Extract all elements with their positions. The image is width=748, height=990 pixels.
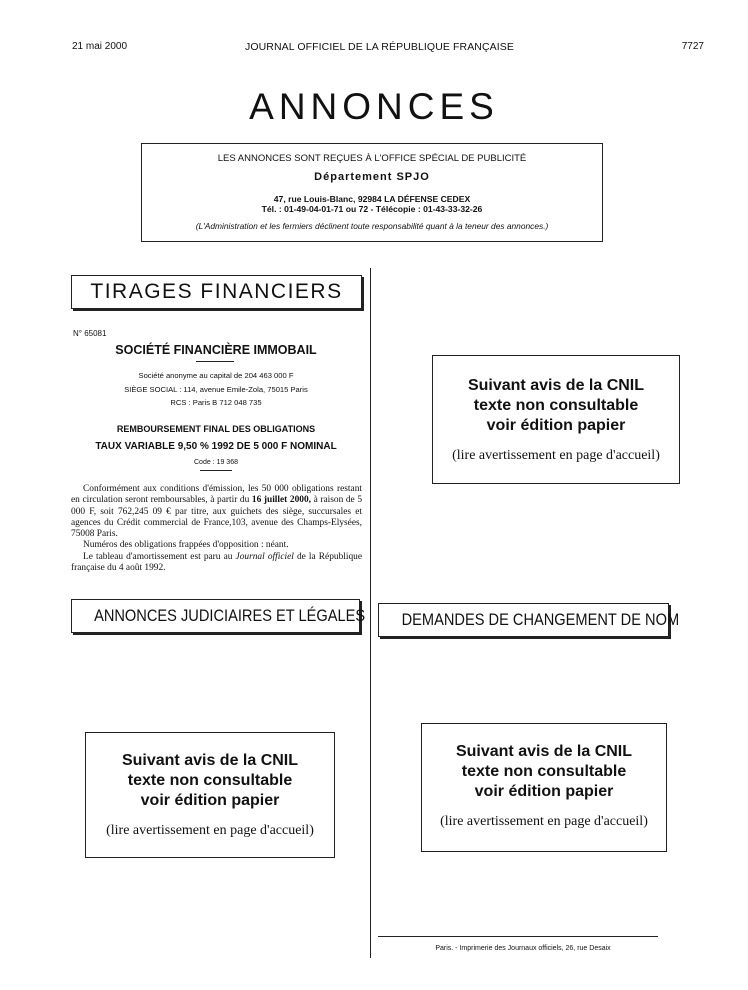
cnil-note: (lire avertissement en page d'accueil) (440, 814, 648, 829)
cnil-notice-box (85, 732, 335, 858)
section-heading-label: TIRAGES FINANCIERS (90, 280, 343, 303)
cnil-line: texte non consultable (127, 772, 293, 789)
notice-paragraph: Numéros des obligations frappées d'opposition : néant. (83, 540, 289, 551)
cnil-line: voir édition papier (140, 792, 280, 809)
cnil-line: Suivant avis de la CNIL (467, 377, 645, 394)
department-phone: Tél. : 01-49-04-01-71 ou 72 - Télécopie : 01-43-33-32-26 (261, 204, 483, 214)
notice-number: N° 65081 (73, 329, 107, 338)
company-rcs: RCS : Paris B 712 048 735 (170, 398, 262, 407)
notice-paragraph: Le tableau d'amortissement est paru au Journal officiel de la République française du 4 août 1992. (71, 551, 363, 574)
cnil-line: voir édition papier (474, 783, 614, 800)
header-page-number: 7727 (681, 41, 704, 52)
notice-code: Code : 19 368 (194, 459, 238, 466)
cnil-line: texte non consultable (461, 763, 627, 780)
section-heading-tirages (71, 275, 362, 309)
notice-body (71, 484, 362, 574)
header-date: 21 mai 2000 (72, 41, 128, 52)
header-journal-title: JOURNAL OFFICIEL DE LA RÉPUBLIQUE FRANÇAISE (245, 41, 514, 53)
department-address: 47, rue Louis-Blanc, 92984 LA DÉFENSE CEDEX (273, 194, 471, 204)
journal-reference: Journal officiel (235, 551, 294, 562)
divider (200, 470, 232, 471)
section-heading-label: ANNONCES JUDICIAIRES ET LÉGALES (94, 606, 366, 625)
notice-paragraph: Conformément aux conditions d'émission, les 50 000 obligations restant en circulation seront remboursables, à partir du 16 juillet 2000, à raison de 5 000 F, soit 762,245 09 € par titre, aux guichets des siège, succursales et agences du Crédit commercial de France,103, avenue des Champs-Elysées, 75008 Paris. (71, 484, 363, 540)
cnil-line: voir édition papier (486, 417, 626, 434)
page-title: ANNONCES (249, 86, 499, 127)
section-heading-judiciaires (71, 599, 366, 633)
company-name: SOCIÉTÉ FINANCIÈRE IMMOBAIL (115, 343, 317, 357)
cnil-notice-box (421, 723, 667, 852)
section-heading-label: DEMANDES DE CHANGEMENT DE NOM (401, 610, 680, 629)
section-heading-demandes (378, 603, 680, 637)
cnil-notice-box (432, 355, 680, 484)
disclaimer: (L'Administration et les fermiers déclinent toute responsabilité quant à la teneur des annonces.) (195, 221, 549, 231)
cnil-note: (lire avertissement en page d'accueil) (106, 823, 314, 838)
footer-divider (378, 936, 658, 937)
printer-imprint: Paris. - Imprimerie des Journaux officiels, 26, rue Desaix (435, 945, 611, 952)
repayment-date: 16 juillet 2000, (251, 495, 311, 506)
cnil-note: (lire avertissement en page d'accueil) (452, 448, 660, 463)
notice-subheading: TAUX VARIABLE 9,50 % 1992 DE 5 000 F NOMINAL (95, 441, 337, 452)
cnil-line: Suivant avis de la CNIL (455, 743, 633, 760)
company-capital: Société anonyme au capital de 204 463 000 F (138, 371, 294, 380)
department-name: Département SPJO (314, 171, 430, 183)
column-divider (370, 268, 371, 958)
company-headquarters: SIÈGE SOCIAL : 114, avenue Emile-Zola, 75015 Paris (124, 385, 308, 394)
divider (196, 361, 234, 362)
cnil-line: Suivant avis de la CNIL (121, 752, 299, 769)
info-line: LES ANNONCES SONT REÇUES À L'OFFICE SPÉCIAL DE PUBLICITÉ (217, 153, 527, 164)
cnil-line: texte non consultable (473, 397, 639, 414)
notice-heading: REMBOURSEMENT FINAL DES OBLIGATIONS (116, 424, 316, 434)
publicity-info-box (141, 143, 603, 242)
